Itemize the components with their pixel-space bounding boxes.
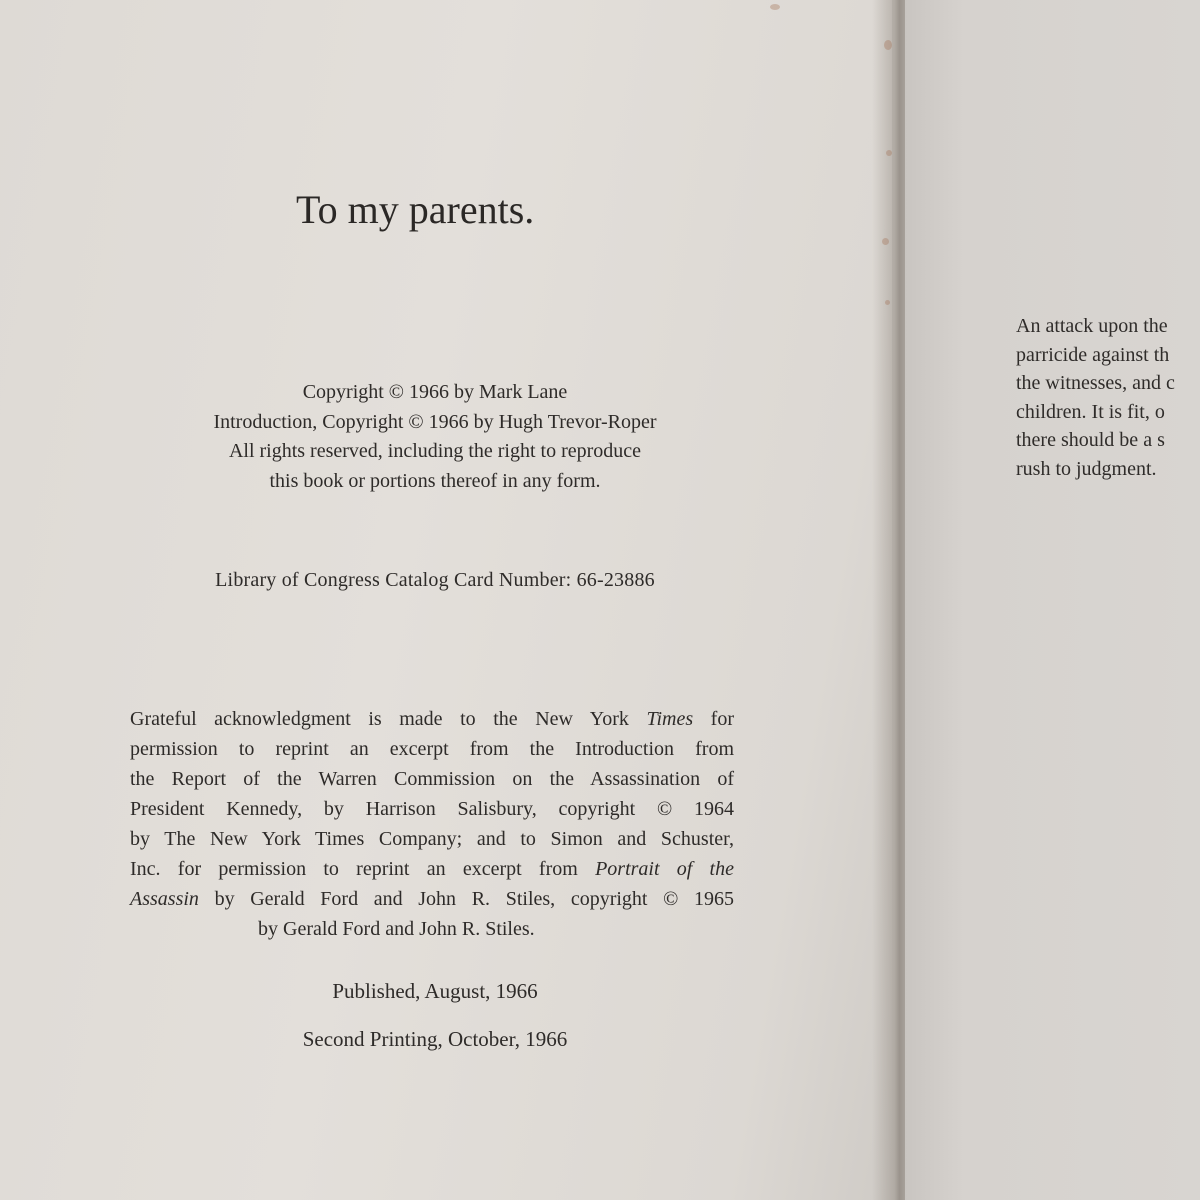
lccn-number: Library of Congress Catalog Card Number: 66-23886 — [215, 569, 655, 591]
text-line: rush to judgment. — [1016, 457, 1157, 480]
text-line: there should be a s — [1016, 429, 1165, 451]
dedication: To my parents. — [296, 187, 535, 232]
text-line: parricide against th — [1016, 343, 1170, 366]
copyright-line: this book or portions thereof in any form. — [269, 469, 601, 492]
acknowledgment-line: President Kennedy, by Harrison Salisbury, copyright © 1964 — [130, 798, 734, 820]
foxing-spot — [886, 150, 892, 156]
foxing-spot — [882, 238, 889, 245]
published-date: Published, August, 1966 — [332, 979, 538, 1003]
foxing-spot — [884, 40, 892, 50]
acknowledgment-line: by Gerald Ford and John R. Stiles. — [258, 918, 535, 940]
second-printing: Second Printing, October, 1966 — [302, 1027, 568, 1051]
right-page-text — [1016, 312, 1200, 483]
acknowledgment-line: permission to reprint an excerpt from the Introduction from — [130, 738, 734, 760]
text-line: the witnesses, and c — [1016, 372, 1175, 394]
acknowledgment-line: Inc. for permission to reprint an excerpt from Portrait of the — [130, 858, 734, 880]
text-line: An attack upon the — [1016, 315, 1168, 337]
acknowledgment-line: the Report of the Warren Commission on the Assassination of — [130, 768, 734, 790]
copyright-line: Copyright © 1966 by Mark Lane — [302, 381, 568, 403]
copyright-notice — [150, 378, 720, 496]
foxing-spot — [770, 4, 780, 10]
acknowledgment — [130, 704, 734, 944]
copyright-line: Introduction, Copyright © 1966 by Hugh Trevor-Roper — [213, 410, 657, 433]
acknowledgment-line: Grateful acknowledgment is made to the New York Times for — [130, 708, 734, 730]
publication-info — [150, 976, 720, 1054]
right-page — [905, 0, 1200, 1200]
text-line: children. It is fit, o — [1016, 400, 1165, 423]
acknowledgment-line: by The New York Times Company; and to Simon and Schuster, — [130, 828, 734, 850]
foxing-spot — [885, 300, 890, 305]
copyright-line: All rights reserved, including the right to reproduce — [228, 440, 642, 462]
acknowledgment-line: Assassin by Gerald Ford and John R. Stiles, copyright © 1965 — [130, 888, 734, 910]
